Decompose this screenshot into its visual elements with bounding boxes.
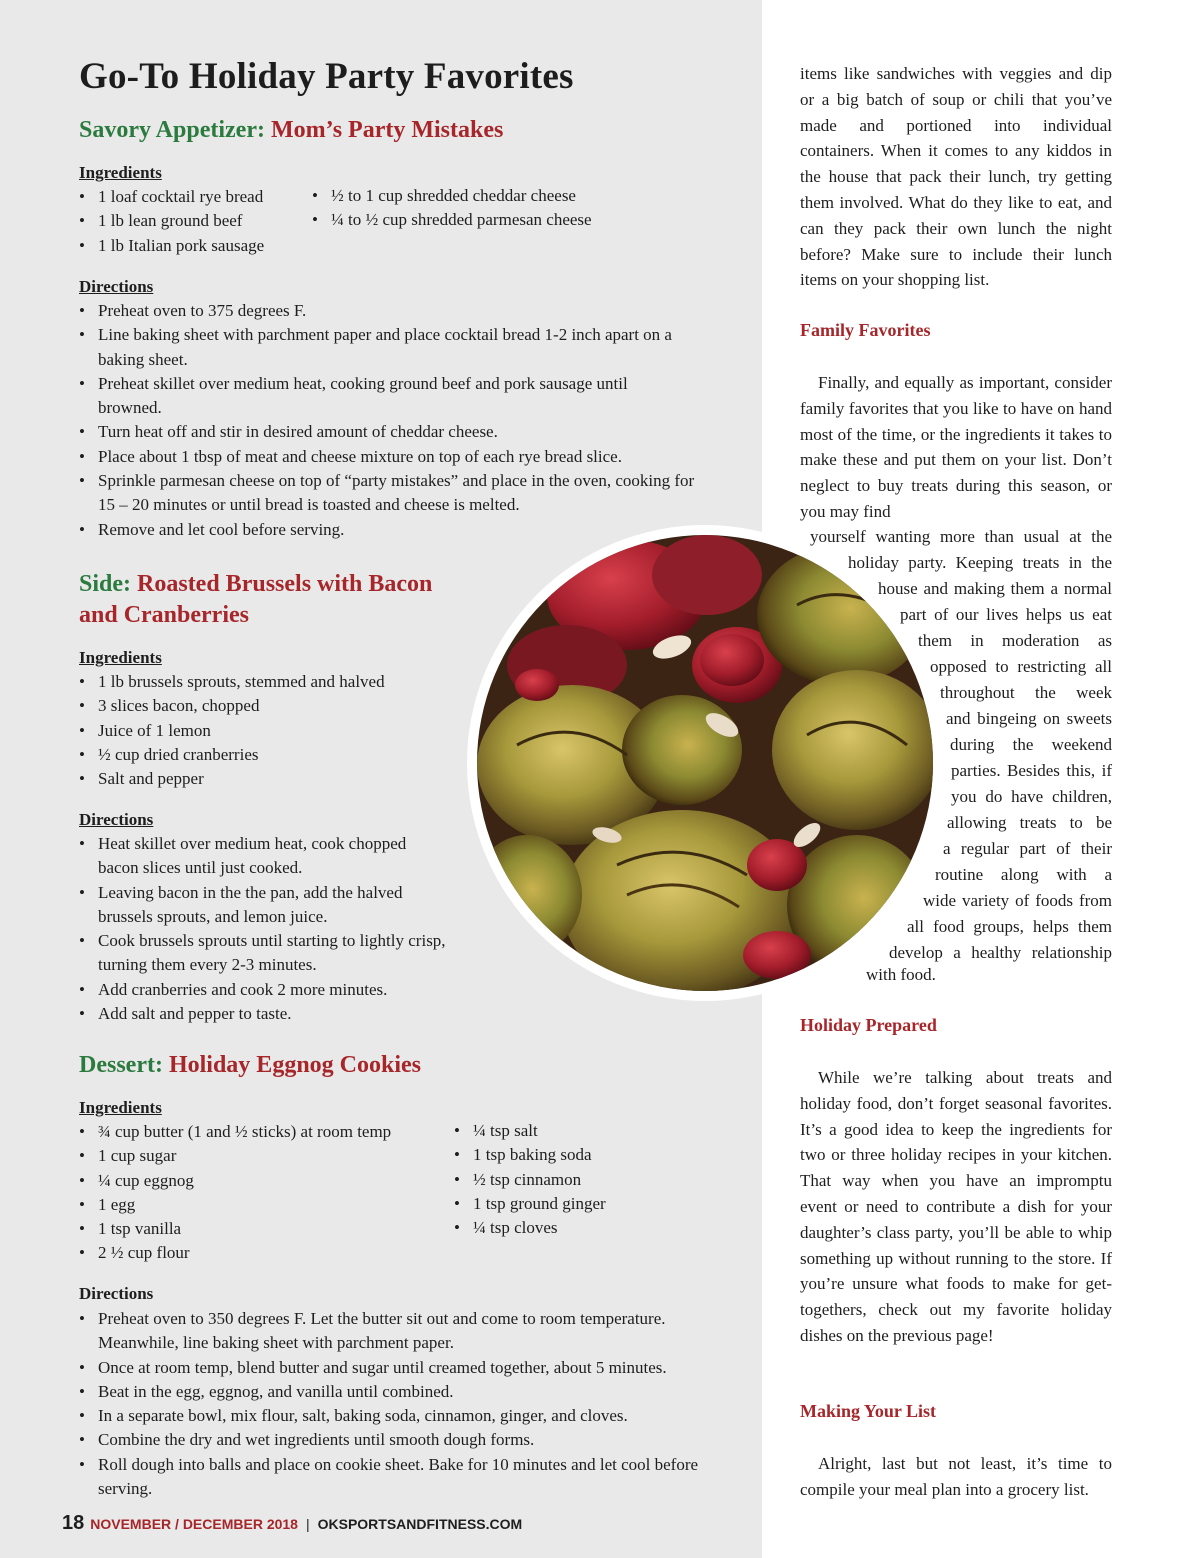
brussels-sprouts-photo: [477, 535, 933, 991]
list-item: • ¼ tsp salt: [454, 1119, 694, 1143]
list-item: • Juice of 1 lemon: [79, 719, 459, 743]
list-item: • ¼ cup eggnog: [79, 1169, 449, 1193]
site-url: OKSPORTSANDFITNESS.COM: [317, 1516, 523, 1532]
recipe-3-ingredients-col2: [454, 1119, 694, 1240]
text-line: holiday party. Keeping treats in the: [848, 553, 1112, 572]
list-item: • Sprinkle parmesan cheese on top of “party mistakes” and place in the oven, cooking for 15 – 20 minutes or until bread is toasted and cheese is melted.: [79, 469, 707, 518]
list-item: • Turn heat off and stir in desired amount of cheddar cheese.: [79, 420, 707, 444]
making-your-list-text: [800, 1451, 1112, 1503]
recipe-3-directions-label: Directions: [79, 1284, 154, 1303]
text-line: parties. Besides this, if: [951, 761, 1112, 780]
list-item: • ½ tsp cinnamon: [454, 1168, 694, 1192]
text-line: allowing treats to be: [947, 813, 1112, 832]
list-item: • Combine the dry and wet ingredients until smooth dough forms.: [79, 1428, 707, 1452]
text-line: yourself wanting more than usual at the: [810, 527, 1112, 546]
recipe-3-ingredients-label: Ingredients: [79, 1098, 162, 1117]
text-line: them in moderation as: [918, 631, 1112, 650]
recipe-2-category: Side:: [79, 571, 132, 597]
intro-paragraph: items like sandwiches with veggies and dip or a big batch of soup or chili that you’ve made and portioned into individual containers. When it comes to any kiddos in the house that pack their lunch, try getting them involved. What do they like to eat, and can they pack their own lunch the night before? Make sure to include their lunch items on your shopping list.: [800, 64, 1112, 290]
page-footer: [62, 1512, 522, 1535]
text-line: you do have children,: [951, 787, 1112, 806]
list-item: • 1 lb lean ground beef: [79, 209, 299, 233]
family-favorites-heading: Family Favorites: [800, 320, 931, 340]
list-paragraph: Alright, last but not least, it’s time to compile your meal plan into a grocery list.: [800, 1454, 1112, 1499]
list-item: • 1 lb brussels sprouts, stemmed and halved: [79, 670, 459, 694]
family-paragraph: Finally, and equally as important, consider family favorites that you like to have on hand most of the time, or the ingredients it takes to make these and put them on your list. Don’t neglect to buy treats during this season, or you may find: [800, 373, 1112, 521]
recipe-3-heading: [79, 1050, 421, 1081]
family-favorites-text: [800, 370, 1112, 525]
prepared-paragraph: While we’re talking about treats and holiday food, don’t forget seasonal favorites. It’s a good idea to keep the ingredients for two or three holiday recipes in your kitchen. That way when you have an impromptu event or need to contribute a dish for your daughter’s class party, you’ll be able to whip something up without running to the store. If you’re unsure what foods to make for get-togethers, check out my favorite holiday dishes on the previous page!: [800, 1068, 1112, 1345]
column-intro: [800, 61, 1112, 293]
issue-date: NOVEMBER / DECEMBER 2018: [90, 1516, 298, 1532]
text-line: and bingeing on sweets: [946, 709, 1112, 728]
holiday-prepared-text: [800, 1065, 1112, 1349]
making-your-list-heading: Making Your List: [800, 1401, 937, 1421]
list-item: • 1 loaf cocktail rye bread: [79, 185, 299, 209]
recipe-2-name-line1: Roasted Brussels with Bacon: [137, 571, 433, 597]
recipe-1-name: Mom’s Party Mistakes: [270, 117, 504, 143]
list-item: • Line baking sheet with parchment paper and place cocktail bread 1-2 inch apart on a baking sheet.: [79, 323, 707, 372]
list-item: • Preheat oven to 350 degrees F. Let the butter sit out and come to room temperature. Meanwhile, line baking sheet with parchment paper.: [79, 1307, 708, 1356]
text-line: opposed to restricting all: [930, 657, 1112, 676]
list-item: • ¼ to ½ cup shredded parmesan cheese: [312, 208, 642, 232]
list-item: • Roll dough into balls and place on cookie sheet. Bake for 10 minutes and let cool before serving.: [79, 1453, 707, 1502]
list-item: • Beat in the egg, eggnog, and vanilla until combined.: [79, 1380, 707, 1404]
list-item: • 1 cup sugar: [79, 1144, 449, 1168]
list-item: • 1 tsp baking soda: [454, 1143, 694, 1167]
recipe-2-heading: [79, 569, 432, 631]
text-line: with food.: [866, 965, 936, 984]
text-line: develop a healthy relationship: [889, 943, 1112, 962]
page-number: 18: [62, 1512, 85, 1534]
text-line: a regular part of their: [943, 839, 1112, 858]
list-item: • Heat skillet over medium heat, cook chopped bacon slices until just cooked.: [79, 832, 428, 881]
list-item: • Cook brussels sprouts until starting to lightly crisp, turning them every 2-3 minutes.: [79, 929, 469, 978]
footer-separator: |: [305, 1516, 310, 1532]
list-item: • Add cranberries and cook 2 more minutes.: [79, 978, 469, 1002]
brussels-sprouts-illustration: [477, 535, 933, 991]
holiday-prepared-heading: Holiday Prepared: [800, 1015, 937, 1035]
recipe-2-directions: [79, 832, 469, 1026]
recipe-1-ingredients-col2: [312, 184, 642, 233]
text-line: part of our lives helps us eat: [900, 605, 1112, 624]
recipe-3-name: Holiday Eggnog Cookies: [168, 1052, 421, 1078]
text-line: all food groups, helps them: [907, 917, 1112, 936]
list-item: • 1 tsp ground ginger: [454, 1192, 694, 1216]
text-line: throughout the week: [940, 683, 1112, 702]
list-item: • 1 egg: [79, 1193, 449, 1217]
text-line: during the weekend: [950, 735, 1112, 754]
list-item: • 3 slices bacon, chopped: [79, 694, 459, 718]
recipe-2-directions-label: Directions: [79, 810, 154, 829]
list-item: • Add salt and pepper to taste.: [79, 1002, 469, 1026]
list-item: • 1 tsp vanilla: [79, 1217, 449, 1241]
list-item: • Place about 1 tbsp of meat and cheese mixture on top of each rye bread slice.: [79, 445, 707, 469]
recipe-1-directions-label: Directions: [79, 277, 154, 296]
list-item: • ¾ cup butter (1 and ½ sticks) at room temp: [79, 1120, 449, 1144]
recipe-2-ingredients: [79, 670, 459, 791]
recipe-2-name-line2: and Cranberries: [79, 602, 249, 628]
recipe-1-category: Savory Appetizer:: [79, 117, 265, 143]
page-title: Go-To Holiday Party Favorites: [79, 56, 574, 97]
recipe-2-ingredients-label: Ingredients: [79, 648, 162, 667]
list-item: • 1 lb Italian pork sausage: [79, 234, 299, 258]
recipe-1-directions: [79, 299, 707, 542]
recipe-3-ingredients-col1: [79, 1120, 449, 1266]
text-line: routine along with a: [935, 865, 1112, 884]
list-item: • Preheat skillet over medium heat, cooking ground beef and pork sausage until browned.: [79, 372, 658, 421]
recipe-1-heading: [79, 115, 503, 146]
list-item: • ¼ tsp cloves: [454, 1216, 694, 1240]
list-item: • Leaving bacon in the the pan, add the halved brussels sprouts, and lemon juice.: [79, 881, 428, 930]
list-item: • In a separate bowl, mix flour, salt, baking soda, cinnamon, ginger, and cloves.: [79, 1404, 707, 1428]
list-item: • Salt and pepper: [79, 767, 459, 791]
text-line: wide variety of foods from: [923, 891, 1112, 910]
list-item: • ½ to 1 cup shredded cheddar cheese: [312, 184, 642, 208]
recipe-3-directions: [79, 1307, 707, 1501]
list-item: • 2 ½ cup flour: [79, 1241, 449, 1265]
text-line: house and making them a normal: [878, 579, 1112, 598]
recipe-1-ingredients-col1: [79, 185, 299, 258]
recipe-1-ingredients-label: Ingredients: [79, 163, 162, 182]
list-item: • Remove and let cool before serving.: [79, 518, 707, 542]
list-item: • Preheat oven to 375 degrees F.: [79, 299, 707, 323]
list-item: • ½ cup dried cranberries: [79, 743, 459, 767]
recipe-3-category: Dessert:: [79, 1052, 163, 1078]
list-item: • Once at room temp, blend butter and sugar until creamed together, about 5 minutes.: [79, 1356, 707, 1380]
